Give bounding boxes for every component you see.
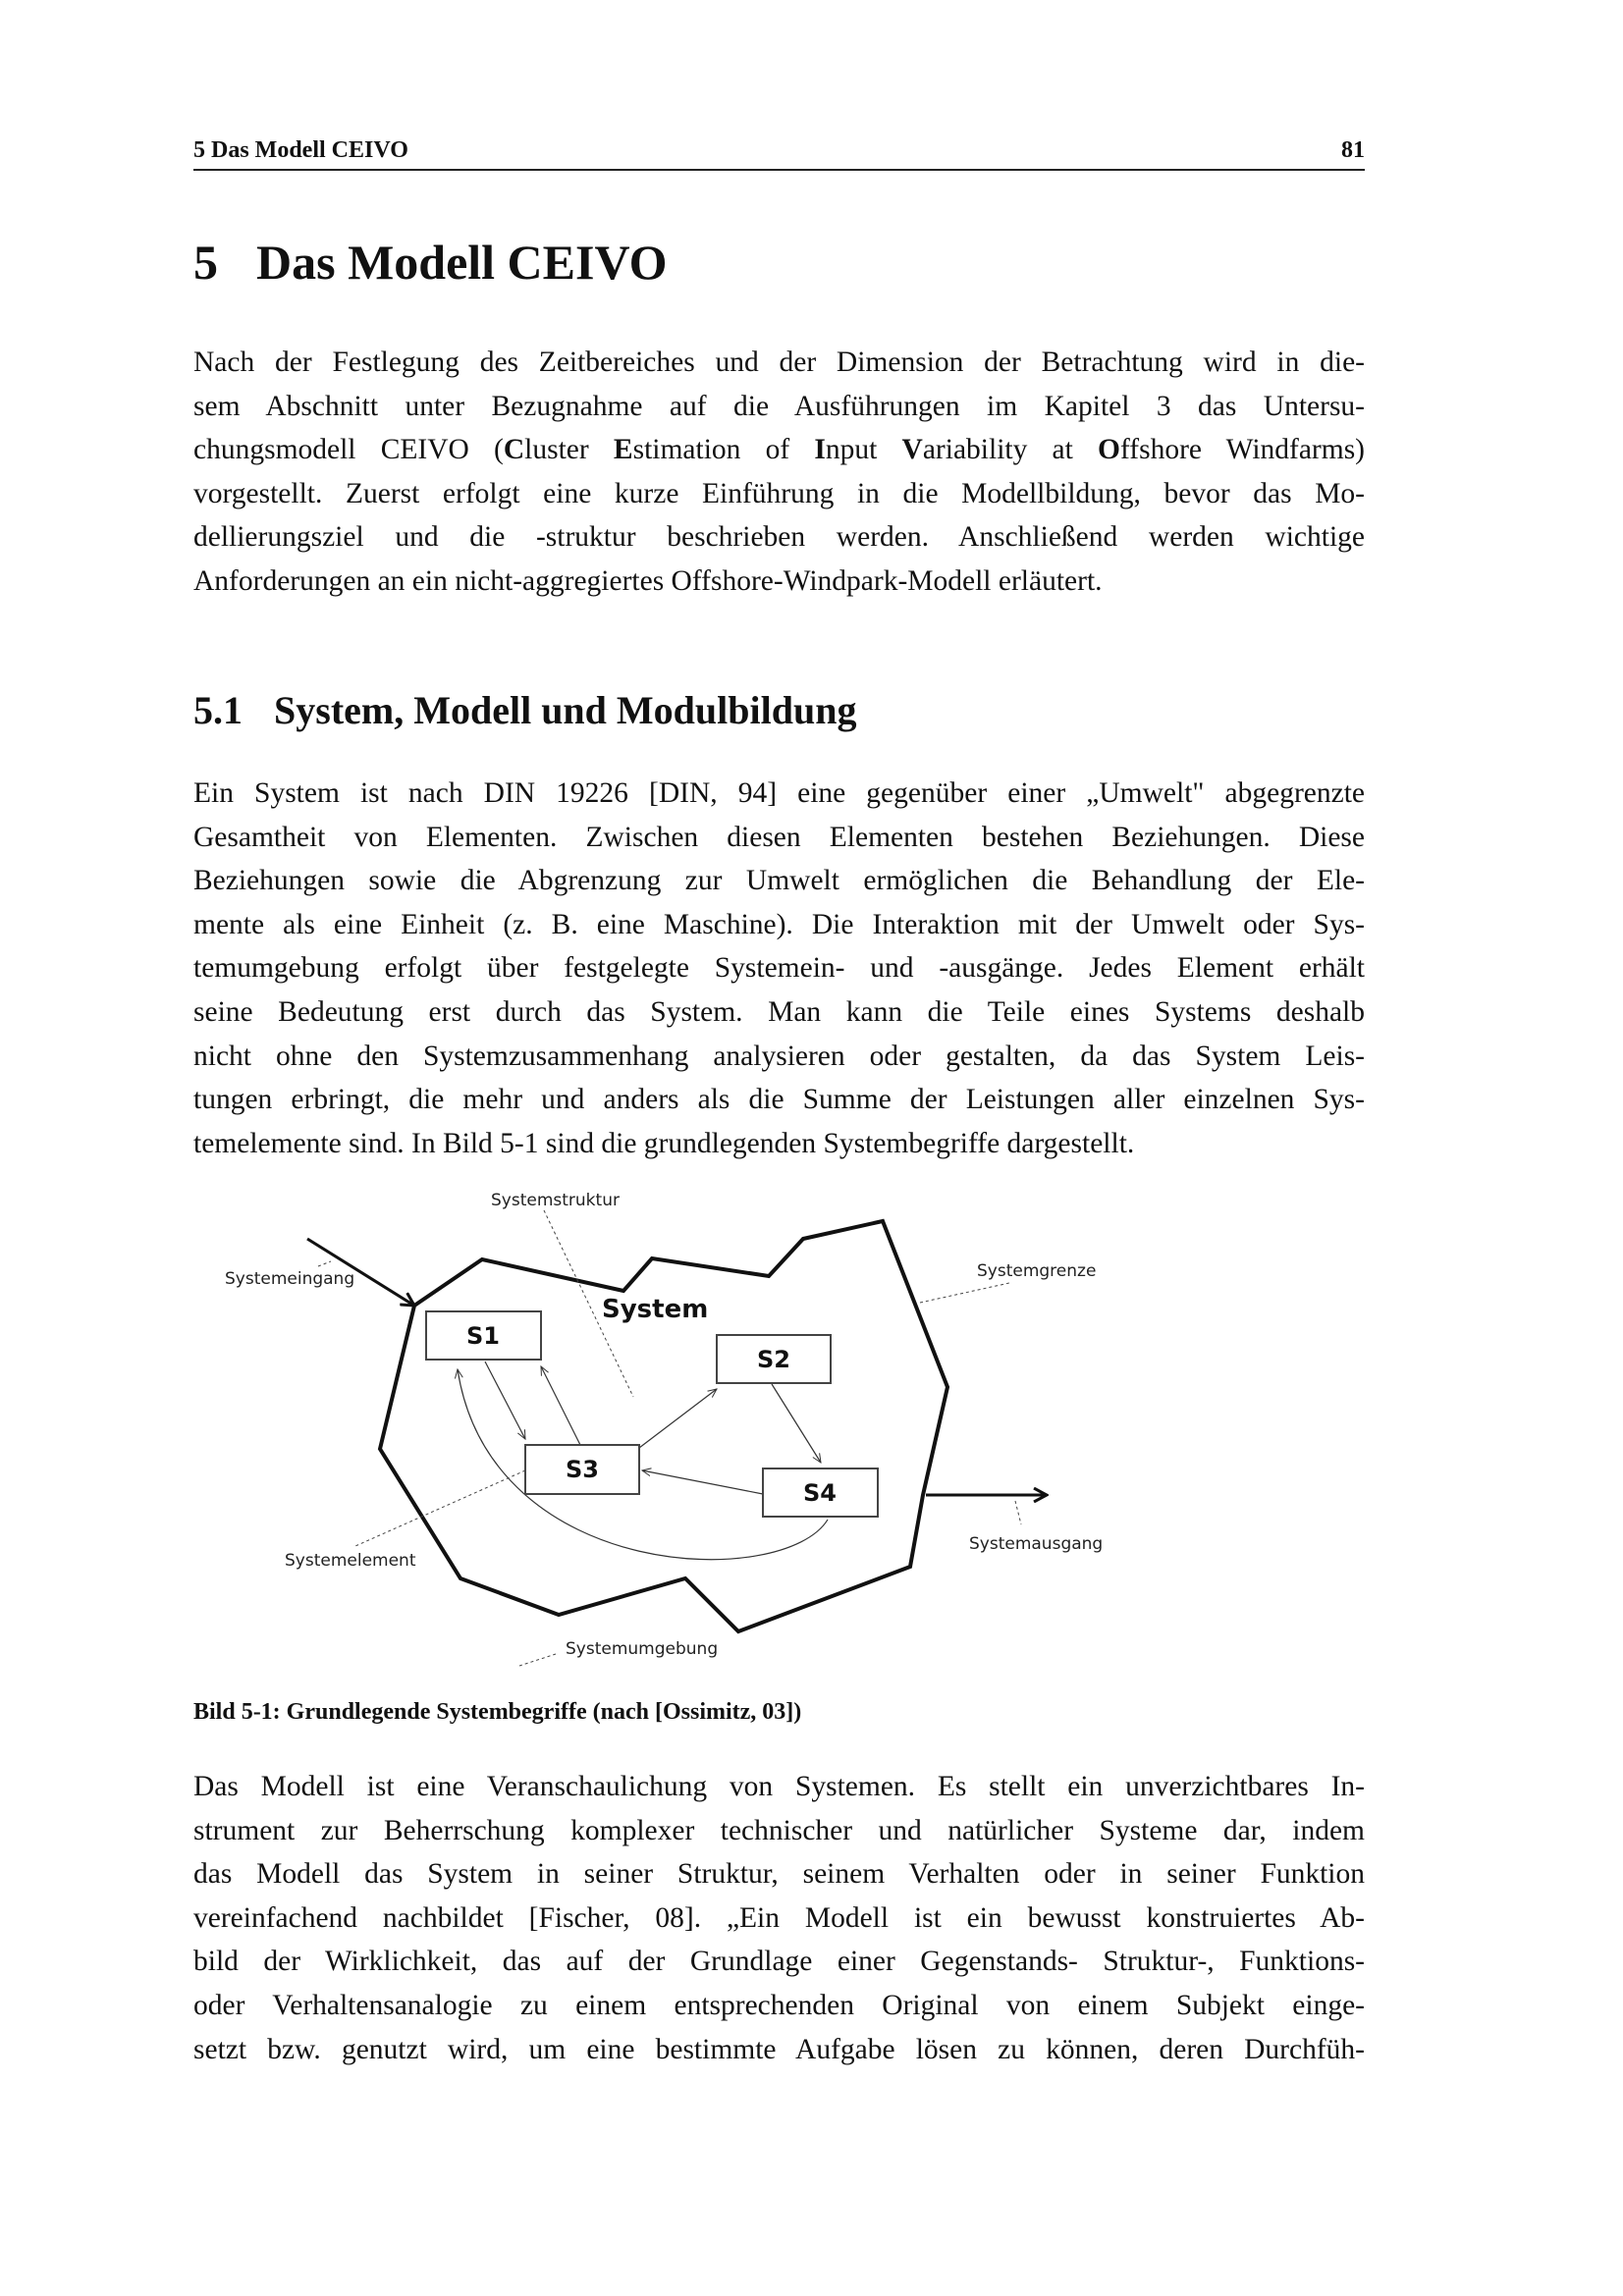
arrow-s3-s1 <box>541 1366 580 1445</box>
text-line: Anforderungen an ein nicht-aggregiertes Offshore-Windpark-Modell erläutert. <box>193 564 1103 597</box>
text-line: Das Modell ist eine Veranschaulichung von Systemen. Es stellt ein unverzichtbares In- <box>193 1771 1365 1802</box>
arrow-s2-s4 <box>772 1384 821 1463</box>
text-line: tungen erbringt, die mehr und anders als die Summe der Leistungen aller einzelnen Sys- <box>193 1084 1365 1116</box>
pointer-umgebung <box>519 1654 556 1666</box>
label-systemeingang: Systemeingang <box>225 1269 355 1289</box>
text: nput <box>825 434 902 466</box>
system-boundary <box>380 1221 947 1631</box>
bold-letter: V <box>901 434 923 466</box>
element-label-s4: S4 <box>803 1479 837 1507</box>
arrow-s4-s3 <box>642 1470 763 1494</box>
text-line: oder Verhaltensanalogie zu einem entsprechenden Original von einem Subjekt einge- <box>193 1989 1365 2021</box>
text: ariability at <box>922 434 1099 466</box>
arrow-s4-s1 <box>458 1369 828 1560</box>
intro-paragraph <box>193 341 1365 604</box>
text-line: das Modell das System in seiner Struktur, seinem Verhalten oder in seiner Funktion <box>193 1858 1365 1891</box>
text-line-acronym <box>193 428 1365 472</box>
text: ffshore Windfarms) <box>1119 434 1366 466</box>
element-label-s2: S2 <box>757 1346 790 1373</box>
text-line: setzt bzw. genutzt wird, um eine bestimmte Aufgabe lösen zu können, deren Durchfüh- <box>193 2033 1365 2065</box>
text: chungsmodell CEIVO ( <box>193 434 504 466</box>
text-line: vorgestellt. Zuerst erfolgt eine kurze Einführung in die Modellbildung, bevor das Mo- <box>193 477 1365 509</box>
text-line: Beziehungen sowie die Abgrenzung zur Umwelt ermöglichen die Behandlung der Ele- <box>193 865 1365 897</box>
text-line: temelemente sind. In Bild 5-1 sind die grundlegenden Systembegriffe dargestellt. <box>193 1127 1135 1159</box>
system-diagram <box>177 1178 1139 1688</box>
label-systemelement: Systemelement <box>285 1551 416 1571</box>
text-line: vereinfachend nachbildet [Fischer, 08]. „Ein Modell ist ein bewusst konstruiertes Ab- <box>193 1901 1365 1934</box>
chapter-title: Das Modell CEIVO <box>256 235 668 290</box>
pointer-ausgang <box>1015 1501 1021 1524</box>
text-line: nicht ohne den Systemzusammenhang analysieren oder gestalten, da das System Leis- <box>193 1040 1365 1072</box>
arrow-s1-s3 <box>485 1362 525 1439</box>
text-line: sem Abschnitt unter Bezugnahme auf die Ausführungen im Kapitel 3 das Untersu- <box>193 390 1365 422</box>
label-systemumgebung: Systemumgebung <box>566 1639 719 1659</box>
text-line: strument zur Beherrschung komplexer technischer und natürlicher Systeme dar, indem <box>193 1814 1365 1846</box>
text-line: Nach der Festlegung des Zeitbereiches und der Dimension der Betrachtung wird in die- <box>193 347 1365 378</box>
pointer-element <box>355 1470 525 1546</box>
pointer-grenze <box>920 1283 1009 1303</box>
text: luster <box>524 434 614 466</box>
element-label-s1: S1 <box>466 1322 500 1350</box>
element-label-s3: S3 <box>566 1456 599 1483</box>
bold-letter: E <box>613 434 633 466</box>
pointer-eingang <box>318 1261 331 1266</box>
text-line: seine Bedeutung erst durch das System. Man kann die Teile eines Systems deshalb <box>193 995 1365 1028</box>
figure-caption: Bild 5-1: Grundlegende Systembegriffe (nach [Ossimitz, 03]) <box>193 1699 802 1725</box>
running-header <box>193 137 1365 171</box>
label-systemstruktur: Systemstruktur <box>491 1191 620 1210</box>
text-line: temumgebung erfolgt über festgelegte Systemein- und -ausgänge. Jedes Element erhält <box>193 952 1365 985</box>
system-paragraph <box>193 772 1365 1165</box>
text-line: dellierungsziel und die -struktur beschrieben werden. Anschließend werden wichtige <box>193 521 1365 554</box>
text-line: Gesamtheit von Elementen. Zwischen diesen Elementen bestehen Beziehungen. Diese <box>193 821 1365 853</box>
model-paragraph <box>193 1765 1365 2071</box>
page-number: 81 <box>1341 137 1365 163</box>
running-title: 5 Das Modell CEIVO <box>193 137 408 163</box>
chapter-number: 5 <box>193 235 218 290</box>
chapter-heading <box>193 234 667 291</box>
text-line: Ein System ist nach DIN 19226 [DIN, 94] eine gegenüber einer „Umwelt" abgegrenzte <box>193 777 1365 809</box>
label-systemgrenze: Systemgrenze <box>977 1261 1097 1281</box>
section-heading <box>193 687 857 733</box>
text: stimation of <box>632 434 815 466</box>
bold-letter: C <box>503 434 525 466</box>
bold-letter: O <box>1098 434 1120 466</box>
text-line: bild der Wirklichkeit, das auf der Grundlage einer Gegenstands- Struktur-, Funktions- <box>193 1946 1365 1978</box>
bold-letter: I <box>814 434 826 466</box>
system-label: System <box>602 1295 709 1324</box>
label-systemausgang: Systemausgang <box>969 1534 1104 1554</box>
arrow-s3-s2 <box>639 1389 717 1448</box>
text-line: mente als eine Einheit (z. B. eine Maschine). Die Interaktion mit der Umwelt oder Sys- <box>193 908 1365 940</box>
section-number: 5.1 <box>193 688 243 732</box>
section-title: System, Modell und Modulbildung <box>274 688 857 732</box>
